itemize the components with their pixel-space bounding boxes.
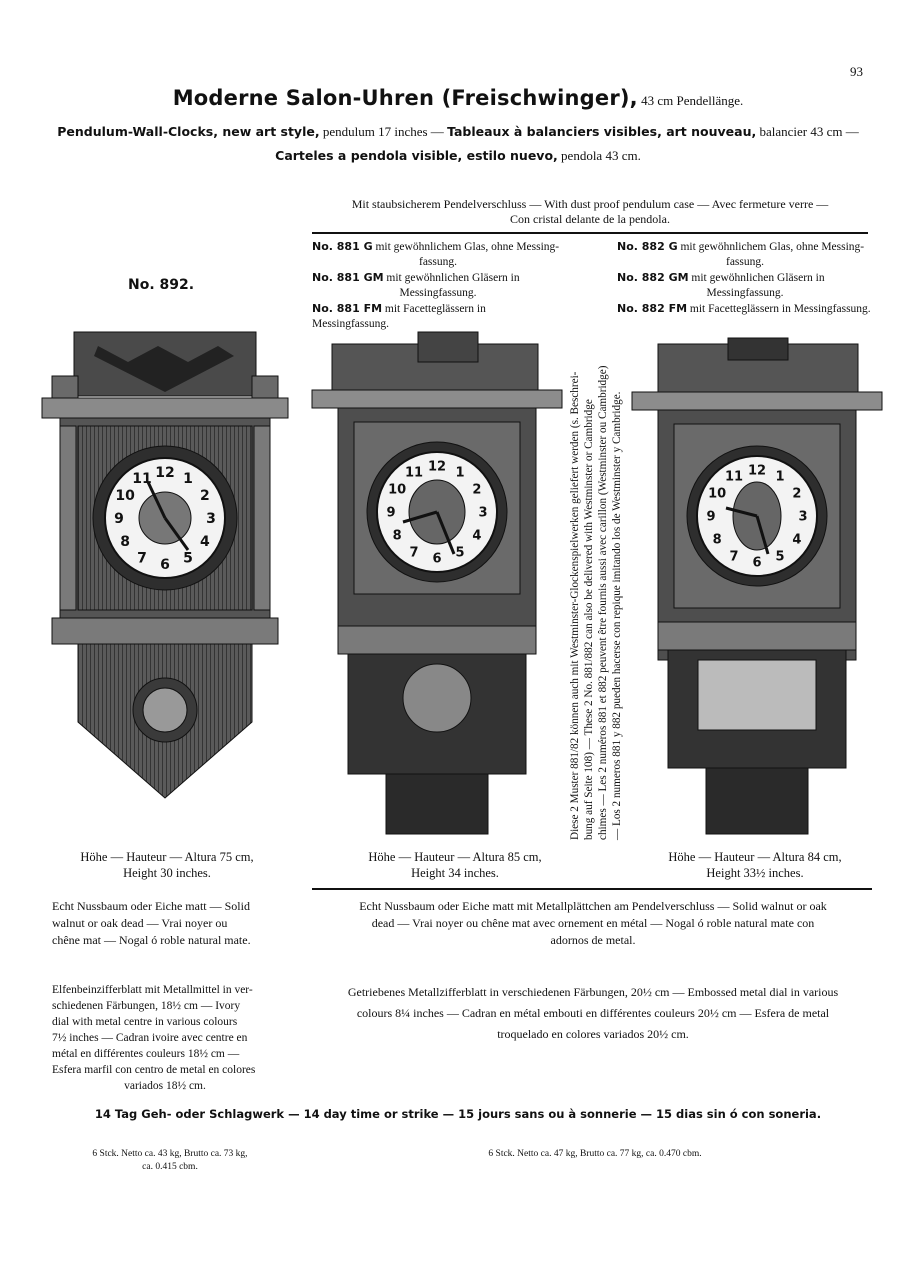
dial-892 — [52, 982, 278, 1094]
dial-892-line2: schiedenen Färbungen, 18½ cm — Ivory — [52, 1000, 241, 1012]
wood-892-line3: chêne mat — Nogal ó roble natural mate. — [52, 933, 251, 947]
dial-numeral: 5 — [775, 549, 785, 565]
variant-882g-cont: fassung. — [725, 256, 764, 268]
dial-numeral: 8 — [392, 528, 402, 544]
dial-881-882-line1: Getriebenes Metallzifferblatt in verschiedenen Färbungen, 20½ cm — Embossed metal dial in various — [347, 985, 839, 999]
variant-881g-cont: fassung. — [418, 256, 457, 268]
dial-numeral: 2 — [472, 482, 482, 498]
dust-proof-note — [300, 197, 880, 227]
dial-numeral: 11 — [404, 465, 424, 481]
variant-882g-text: mit gewöhnlichem Glas, ohne Messing- — [680, 241, 865, 253]
wood-881-882 — [312, 898, 874, 949]
chimes-note-line3: chimes — Les 2 numéros 881 et 882 peuvent être fournis aussi avec carillon (Westminster ou Cambridge) — [597, 365, 609, 840]
subtitle-en-fr — [0, 124, 916, 140]
wood-881-882-line2: dead — Vrai noyer ou chêne mat avec ornement en métal — Nogal ó roble natural mate con — [371, 916, 815, 930]
dial-numeral: 7 — [729, 549, 739, 565]
height-881 — [330, 849, 580, 881]
dial-numeral: 4 — [472, 528, 482, 544]
divider-bottom — [312, 888, 872, 890]
height-882-line1: Höhe — Hauteur — Altura 84 cm, — [668, 850, 842, 864]
dial-numeral: 6 — [432, 551, 442, 567]
subtitle-en-bold: Pendulum-Wall-Clocks, new art style, — [57, 124, 320, 139]
wood-892-line2: walnut or oak dead — Vrai noyer ou — [52, 916, 228, 930]
chimes-note-line2: bung auf Seite 108) — These 2 No. 881/882 can also be delivered with Westminster or Cambridge — [583, 399, 595, 840]
variant-881gm-label: No. 881 GM — [312, 271, 384, 284]
subtitle-fr-rest: balancier 43 cm — — [759, 124, 859, 139]
variant-882fm-text: mit Facetteglässern in Messingfassung. — [689, 303, 871, 315]
page-number: 93 — [850, 64, 863, 79]
packing-881-882: 6 Stck. Netto ca. 47 kg, Brutto ca. 77 kg, ca. 0.470 cbm. — [488, 1149, 702, 1159]
dial-numeral: 6 — [752, 555, 762, 571]
variant-882fm-label: No. 882 FM — [617, 302, 688, 315]
dial-numeral: 10 — [708, 486, 727, 502]
title-small: 43 cm Pendellänge. — [641, 93, 744, 108]
dial-numeral: 3 — [478, 505, 488, 521]
variant-882gm-cont: Messingfassung. — [706, 287, 784, 299]
dial-numeral: 2 — [792, 486, 802, 502]
dial-881-882 — [312, 982, 874, 1045]
dial-numeral: 5 — [183, 550, 193, 567]
height-881-line2: Height 34 inches. — [411, 866, 499, 880]
model-892-label: No. 892. — [128, 277, 195, 293]
variant-881fm-label: No. 881 FM — [312, 302, 383, 315]
dial-numeral: 11 — [724, 469, 744, 485]
subtitle-en-rest: pendulum 17 inches — — [322, 124, 444, 139]
dust-note-line2: Con cristal delante de la pendola. — [510, 212, 670, 226]
dial-881-882-line3: troquelado en colores variados 20½ cm. — [497, 1027, 689, 1041]
packing-892 — [50, 1148, 290, 1174]
chimes-note-line1: Diese 2 Muster 881/82 können auch mit Westminster-Glockenspielwerken geliefert werden (s. Beschrei- — [569, 371, 581, 840]
dial-numeral: 3 — [206, 510, 216, 527]
height-892 — [52, 849, 282, 881]
wood-881-882-line3: adornos de metal. — [550, 933, 636, 947]
westminster-chimes-note — [568, 320, 628, 840]
dial-numeral: 1 — [775, 469, 785, 485]
height-881-line1: Höhe — Hauteur — Altura 85 cm, — [368, 850, 542, 864]
dial-numeral: 2 — [199, 487, 210, 504]
title-main: Moderne Salon-Uhren (Freischwinger), — [172, 86, 638, 110]
clock-882-illustration — [628, 332, 886, 836]
dial-numeral: 6 — [160, 556, 170, 573]
dial-numeral: 11 — [132, 471, 152, 488]
chimes-note-line4: — Los 2 numeros 881 y 882 pueden hacerse con repique imitando los de Westminster y Cambridge. — [611, 391, 623, 840]
dial-892-line6: Esfera marfil con centro de metal en colores — [52, 1064, 256, 1076]
divider-top — [312, 232, 868, 234]
subtitle-es — [0, 148, 916, 164]
dial-numeral: 1 — [455, 465, 465, 481]
packing-892-line1: 6 Stck. Netto ca. 43 kg, Brutto ca. 73 kg, — [92, 1149, 248, 1159]
dial-numeral: 5 — [455, 545, 465, 561]
variant-882gm-text: mit gewöhnlichen Gläsern in — [691, 272, 825, 284]
height-882-line2: Height 33½ inches. — [706, 866, 804, 880]
variant-881g-label: No. 881 G — [312, 240, 373, 253]
wood-892 — [52, 898, 278, 949]
dial-numeral: 9 — [706, 509, 716, 525]
dial-numeral: 8 — [712, 532, 722, 548]
dial-892-line4: 7½ inches — Cadran ivoire avec centre en — [52, 1032, 248, 1044]
dial-numeral: 10 — [388, 482, 407, 498]
dial-892-line3: dial with metal centre in various colours — [52, 1016, 238, 1028]
dial-numeral: 9 — [114, 510, 124, 527]
dial-numeral: 12 — [155, 464, 175, 481]
variant-882g-label: No. 882 G — [617, 240, 678, 253]
packing-892-line2: ca. 0.415 cbm. — [142, 1162, 198, 1172]
dust-note-line1: Mit staubsicherem Pendelverschluss — With dust proof pendulum case — Avec fermeture verre — — [351, 197, 829, 211]
variant-881g-text: mit gewöhnlichem Glas, ohne Messing- — [375, 241, 560, 253]
dial-numeral: 12 — [747, 463, 767, 479]
wood-892-line1: Echt Nussbaum oder Eiche matt — Solid — [52, 899, 250, 913]
variants-882 — [617, 239, 873, 317]
height-892-line2: Height 30 inches. — [123, 866, 211, 880]
movement-footer: 14 Tag Geh- oder Schlagwerk — 14 day time or strike — 15 jours sans ou à sonnerie — 15 dias sin ó con soneria. — [94, 1107, 822, 1121]
subtitle-es-rest: pendola 43 cm. — [561, 148, 641, 163]
dial-892-line7: variados 18½ cm. — [124, 1080, 206, 1092]
variant-881gm-text: mit gewöhnlichen Gläsern in — [386, 272, 520, 284]
height-882 — [630, 849, 880, 881]
height-892-line1: Höhe — Hauteur — Altura 75 cm, — [80, 850, 254, 864]
variant-881fm-text: mit Facetteglässern in Messingfassung. — [312, 303, 486, 330]
subtitle-es-bold: Carteles a pendola visible, estilo nuevo, — [275, 148, 558, 163]
dial-892-line1: Elfenbeinzifferblatt mit Metallmittel in ver- — [52, 984, 253, 996]
dial-numeral: 3 — [798, 509, 808, 525]
dial-numeral: 10 — [115, 487, 135, 504]
dial-numeral: 1 — [183, 471, 193, 488]
clock-881-illustration — [308, 326, 566, 836]
page-title — [0, 86, 916, 110]
dial-numeral: 7 — [409, 545, 419, 561]
clock-892-illustration — [38, 322, 292, 802]
dial-numeral: 7 — [137, 550, 147, 567]
dial-numeral: 12 — [427, 459, 447, 475]
dial-numeral: 9 — [386, 505, 396, 521]
variant-882gm-label: No. 882 GM — [617, 271, 689, 284]
dial-numeral: 4 — [199, 533, 210, 550]
wood-881-882-line1: Echt Nussbaum oder Eiche matt mit Metallplättchen am Pendelverschluss — Solid walnut or oak — [359, 899, 827, 913]
subtitle-fr-bold: Tableaux à balanciers visibles, art nouveau, — [447, 124, 757, 139]
dial-892-line5: métal en différentes couleurs 18½ cm — — [52, 1048, 240, 1060]
variants-881 — [312, 239, 564, 332]
dial-881-882-line2: colours 8¼ inches — Cadran en métal embouti en différentes couleurs 20½ cm — Esfera de metal — [356, 1006, 830, 1020]
variant-881gm-cont: Messingfassung. — [399, 287, 477, 299]
dial-numeral: 4 — [792, 532, 802, 548]
dial-numeral: 8 — [120, 533, 131, 550]
